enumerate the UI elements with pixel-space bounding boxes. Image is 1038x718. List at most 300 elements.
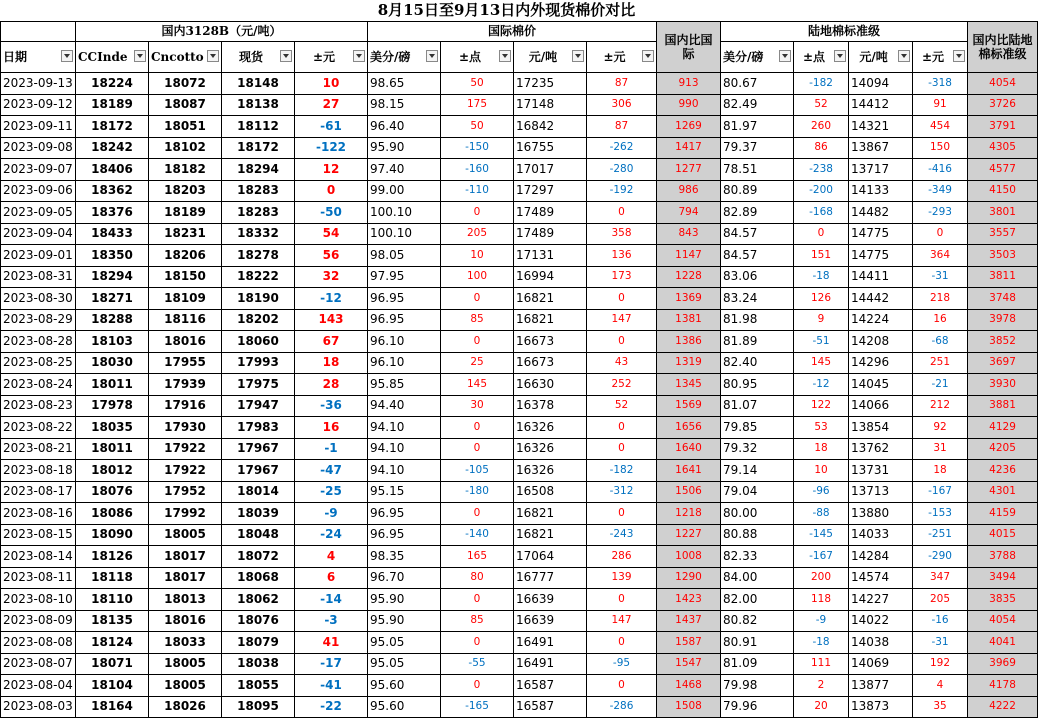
cell-cncotton[interactable]: 18150	[149, 266, 222, 288]
cell-intl-yuan[interactable]: 16639	[514, 610, 587, 632]
cell-land-yuan[interactable]: 13762	[849, 438, 913, 460]
cell-land-yuan[interactable]: 13880	[849, 503, 913, 525]
cell-land-cents[interactable]: 80.00	[721, 503, 794, 525]
cell-cncotton[interactable]: 17955	[149, 352, 222, 374]
cell-intl-yuan[interactable]: 16821	[514, 503, 587, 525]
cell-spot-change[interactable]: -3	[295, 610, 368, 632]
cell-cncotton[interactable]: 18051	[149, 116, 222, 138]
cell-land-cents[interactable]: 82.40	[721, 352, 794, 374]
cell-land-points[interactable]: -96	[794, 481, 849, 503]
cell-intl-cents[interactable]: 95.05	[368, 632, 441, 654]
cell-ccindex[interactable]: 18433	[76, 223, 149, 245]
cell-diff-international[interactable]: 1228	[657, 266, 721, 288]
cell-spot[interactable]: 18172	[222, 137, 295, 159]
cell-diff-international[interactable]: 913	[657, 73, 721, 95]
cell-diff-land[interactable]: 4041	[968, 632, 1038, 654]
cell-land-yuan[interactable]: 14208	[849, 331, 913, 353]
cell-intl-yuan[interactable]: 16821	[514, 309, 587, 331]
cell-intl-yuan[interactable]: 16587	[514, 675, 587, 697]
cell-diff-land[interactable]: 3881	[968, 395, 1038, 417]
cell-ccindex[interactable]: 18362	[76, 180, 149, 202]
cell-intl-yuan-change[interactable]: 87	[587, 116, 657, 138]
cell-diff-international[interactable]: 1508	[657, 696, 721, 718]
cell-diff-international[interactable]: 1218	[657, 503, 721, 525]
cell-intl-yuan[interactable]: 17489	[514, 202, 587, 224]
cell-intl-cents[interactable]: 98.35	[368, 546, 441, 568]
cell-intl-points[interactable]: 10	[441, 245, 514, 267]
cell-intl-cents[interactable]: 95.15	[368, 481, 441, 503]
cell-land-points[interactable]: 126	[794, 288, 849, 310]
cell-diff-international[interactable]: 1587	[657, 632, 721, 654]
cell-land-points[interactable]: -168	[794, 202, 849, 224]
cell-intl-yuan-change[interactable]: 52	[587, 395, 657, 417]
cell-intl-yuan-change[interactable]: 136	[587, 245, 657, 267]
cell-spot-change[interactable]: -1	[295, 438, 368, 460]
cell-land-yuan-change[interactable]: 35	[913, 696, 968, 718]
cell-land-yuan[interactable]: 14296	[849, 352, 913, 374]
cell-intl-points[interactable]: 145	[441, 374, 514, 396]
cell-date[interactable]: 2023-08-30	[1, 288, 76, 310]
cell-intl-yuan[interactable]: 17297	[514, 180, 587, 202]
cell-intl-cents[interactable]: 97.95	[368, 266, 441, 288]
cell-cncotton[interactable]: 17939	[149, 374, 222, 396]
cell-ccindex[interactable]: 18086	[76, 503, 149, 525]
cell-intl-yuan[interactable]: 16673	[514, 352, 587, 374]
cell-land-yuan[interactable]: 14775	[849, 223, 913, 245]
cell-intl-points[interactable]: -160	[441, 159, 514, 181]
cell-land-yuan-change[interactable]: 16	[913, 309, 968, 331]
cell-spot-change[interactable]: -36	[295, 395, 368, 417]
cell-intl-yuan[interactable]: 16821	[514, 524, 587, 546]
cell-spot[interactable]: 18055	[222, 675, 295, 697]
cell-land-cents[interactable]: 84.57	[721, 245, 794, 267]
cell-intl-points[interactable]: 0	[441, 202, 514, 224]
cell-intl-yuan-change[interactable]: 147	[587, 309, 657, 331]
cell-intl-yuan-change[interactable]: 0	[587, 675, 657, 697]
cell-intl-points[interactable]: 0	[441, 331, 514, 353]
cell-spot-change[interactable]: -50	[295, 202, 368, 224]
cell-cncotton[interactable]: 18016	[149, 331, 222, 353]
cell-intl-points[interactable]: -55	[441, 653, 514, 675]
cell-date[interactable]: 2023-08-22	[1, 417, 76, 439]
cell-intl-cents[interactable]: 96.40	[368, 116, 441, 138]
cell-land-yuan-change[interactable]: 192	[913, 653, 968, 675]
cell-ccindex[interactable]: 18030	[76, 352, 149, 374]
cell-intl-cents[interactable]: 94.10	[368, 417, 441, 439]
cell-cncotton[interactable]: 18116	[149, 309, 222, 331]
cell-intl-cents[interactable]: 96.10	[368, 331, 441, 353]
cell-spot[interactable]: 18222	[222, 266, 295, 288]
cell-date[interactable]: 2023-08-08	[1, 632, 76, 654]
cell-land-yuan[interactable]: 13731	[849, 460, 913, 482]
cell-diff-land[interactable]: 4054	[968, 610, 1038, 632]
cell-land-cents[interactable]: 81.97	[721, 116, 794, 138]
cell-diff-international[interactable]: 1290	[657, 567, 721, 589]
cell-land-cents[interactable]: 84.00	[721, 567, 794, 589]
cell-intl-yuan-change[interactable]: 252	[587, 374, 657, 396]
cell-land-yuan[interactable]: 14412	[849, 94, 913, 116]
cell-intl-yuan-change[interactable]: 0	[587, 632, 657, 654]
filter-dropdown-icon[interactable]	[207, 50, 219, 62]
cell-land-points[interactable]: -18	[794, 266, 849, 288]
cell-land-points[interactable]: -51	[794, 331, 849, 353]
cell-diff-international[interactable]: 1277	[657, 159, 721, 181]
cell-intl-cents[interactable]: 96.10	[368, 352, 441, 374]
cell-intl-cents[interactable]: 95.90	[368, 589, 441, 611]
cell-diff-international[interactable]: 1345	[657, 374, 721, 396]
cell-diff-international[interactable]: 1386	[657, 331, 721, 353]
cell-spot[interactable]: 18072	[222, 546, 295, 568]
cell-land-yuan[interactable]: 13873	[849, 696, 913, 718]
cell-date[interactable]: 2023-09-13	[1, 73, 76, 95]
cell-spot-change[interactable]: 27	[295, 94, 368, 116]
cell-diff-land[interactable]: 3835	[968, 589, 1038, 611]
cell-land-yuan[interactable]: 14069	[849, 653, 913, 675]
cell-land-yuan-change[interactable]: -293	[913, 202, 968, 224]
cell-intl-yuan-change[interactable]: -95	[587, 653, 657, 675]
cell-spot[interactable]: 18039	[222, 503, 295, 525]
cell-land-yuan-change[interactable]: 18	[913, 460, 968, 482]
filter-dropdown-icon[interactable]	[953, 50, 965, 62]
cell-intl-points[interactable]: 0	[441, 675, 514, 697]
cell-intl-cents[interactable]: 97.40	[368, 159, 441, 181]
cell-cncotton[interactable]: 18182	[149, 159, 222, 181]
cell-spot[interactable]: 18076	[222, 610, 295, 632]
cell-land-yuan[interactable]: 14133	[849, 180, 913, 202]
cell-intl-yuan[interactable]: 16842	[514, 116, 587, 138]
cell-land-yuan[interactable]: 14033	[849, 524, 913, 546]
cell-intl-yuan[interactable]: 16755	[514, 137, 587, 159]
cell-date[interactable]: 2023-09-12	[1, 94, 76, 116]
cell-diff-land[interactable]: 3748	[968, 288, 1038, 310]
cell-intl-yuan-change[interactable]: 139	[587, 567, 657, 589]
cell-date[interactable]: 2023-08-16	[1, 503, 76, 525]
cell-spot[interactable]: 17975	[222, 374, 295, 396]
cell-land-yuan-change[interactable]: 91	[913, 94, 968, 116]
cell-ccindex[interactable]: 18011	[76, 374, 149, 396]
cell-cncotton[interactable]: 18013	[149, 589, 222, 611]
cell-intl-yuan-change[interactable]: 0	[587, 288, 657, 310]
cell-land-yuan[interactable]: 13854	[849, 417, 913, 439]
cell-intl-points[interactable]: 0	[441, 417, 514, 439]
cell-land-cents[interactable]: 81.98	[721, 309, 794, 331]
cell-land-yuan[interactable]: 14482	[849, 202, 913, 224]
cell-diff-international[interactable]: 1569	[657, 395, 721, 417]
cell-intl-points[interactable]: 30	[441, 395, 514, 417]
cell-cncotton[interactable]: 18016	[149, 610, 222, 632]
cell-intl-yuan[interactable]: 17131	[514, 245, 587, 267]
cell-intl-yuan-change[interactable]: -262	[587, 137, 657, 159]
cell-intl-yuan[interactable]: 16630	[514, 374, 587, 396]
cell-ccindex[interactable]: 18103	[76, 331, 149, 353]
cell-diff-land[interactable]: 3791	[968, 116, 1038, 138]
cell-land-yuan-change[interactable]: -68	[913, 331, 968, 353]
cell-land-yuan-change[interactable]: -153	[913, 503, 968, 525]
cell-diff-land[interactable]: 3726	[968, 94, 1038, 116]
cell-land-points[interactable]: -238	[794, 159, 849, 181]
cell-land-cents[interactable]: 80.67	[721, 73, 794, 95]
cell-land-points[interactable]: -145	[794, 524, 849, 546]
cell-spot-change[interactable]: -61	[295, 116, 368, 138]
cell-intl-points[interactable]: 0	[441, 589, 514, 611]
cell-land-points[interactable]: 145	[794, 352, 849, 374]
cell-intl-points[interactable]: 85	[441, 309, 514, 331]
cell-land-yuan-change[interactable]: 251	[913, 352, 968, 374]
cell-diff-international[interactable]: 1269	[657, 116, 721, 138]
cell-land-yuan[interactable]: 14224	[849, 309, 913, 331]
cell-date[interactable]: 2023-08-18	[1, 460, 76, 482]
cell-intl-yuan-change[interactable]: 0	[587, 417, 657, 439]
cell-ccindex[interactable]: 18118	[76, 567, 149, 589]
filter-dropdown-icon[interactable]	[426, 50, 438, 62]
cell-intl-cents[interactable]: 95.90	[368, 137, 441, 159]
cell-land-points[interactable]: 122	[794, 395, 849, 417]
cell-diff-land[interactable]: 4054	[968, 73, 1038, 95]
cell-land-points[interactable]: 200	[794, 567, 849, 589]
cell-diff-land[interactable]: 4150	[968, 180, 1038, 202]
cell-land-cents[interactable]: 80.88	[721, 524, 794, 546]
cell-cncotton[interactable]: 17952	[149, 481, 222, 503]
cell-cncotton[interactable]: 18231	[149, 223, 222, 245]
cell-intl-yuan[interactable]: 16777	[514, 567, 587, 589]
cell-land-points[interactable]: 118	[794, 589, 849, 611]
cell-diff-international[interactable]: 986	[657, 180, 721, 202]
cell-ccindex[interactable]: 18104	[76, 675, 149, 697]
cell-spot-change[interactable]: -9	[295, 503, 368, 525]
cell-land-points[interactable]: -167	[794, 546, 849, 568]
cell-intl-yuan-change[interactable]: 0	[587, 202, 657, 224]
cell-land-points[interactable]: 111	[794, 653, 849, 675]
cell-spot-change[interactable]: 67	[295, 331, 368, 353]
cell-land-yuan[interactable]: 14227	[849, 589, 913, 611]
cell-land-cents[interactable]: 80.95	[721, 374, 794, 396]
cell-land-yuan-change[interactable]: 0	[913, 223, 968, 245]
cell-spot[interactable]: 18068	[222, 567, 295, 589]
filter-dropdown-icon[interactable]	[572, 50, 584, 62]
cell-intl-points[interactable]: 80	[441, 567, 514, 589]
cell-diff-international[interactable]: 990	[657, 94, 721, 116]
cell-land-cents[interactable]: 79.14	[721, 460, 794, 482]
cell-cncotton[interactable]: 18026	[149, 696, 222, 718]
cell-date[interactable]: 2023-08-04	[1, 675, 76, 697]
cell-date[interactable]: 2023-08-23	[1, 395, 76, 417]
cell-cncotton[interactable]: 18072	[149, 73, 222, 95]
cell-intl-cents[interactable]: 99.00	[368, 180, 441, 202]
cell-intl-cents[interactable]: 95.90	[368, 610, 441, 632]
cell-land-cents[interactable]: 79.98	[721, 675, 794, 697]
cell-spot-change[interactable]: 28	[295, 374, 368, 396]
cell-intl-yuan[interactable]: 16326	[514, 417, 587, 439]
cell-diff-land[interactable]: 3930	[968, 374, 1038, 396]
cell-land-cents[interactable]: 82.00	[721, 589, 794, 611]
cell-land-cents[interactable]: 81.09	[721, 653, 794, 675]
cell-land-points[interactable]: 86	[794, 137, 849, 159]
cell-spot-change[interactable]: 54	[295, 223, 368, 245]
cell-intl-cents[interactable]: 95.60	[368, 675, 441, 697]
cell-diff-international[interactable]: 1640	[657, 438, 721, 460]
cell-land-cents[interactable]: 83.24	[721, 288, 794, 310]
cell-spot-change[interactable]: 4	[295, 546, 368, 568]
cell-intl-points[interactable]: 0	[441, 288, 514, 310]
cell-cncotton[interactable]: 17916	[149, 395, 222, 417]
cell-intl-cents[interactable]: 96.95	[368, 503, 441, 525]
cell-intl-points[interactable]: 175	[441, 94, 514, 116]
cell-intl-yuan-change[interactable]: 358	[587, 223, 657, 245]
cell-land-points[interactable]: -9	[794, 610, 849, 632]
cell-intl-yuan-change[interactable]: -182	[587, 460, 657, 482]
cell-spot-change[interactable]: -122	[295, 137, 368, 159]
cell-date[interactable]: 2023-08-24	[1, 374, 76, 396]
cell-cncotton[interactable]: 18005	[149, 524, 222, 546]
cell-land-cents[interactable]: 79.32	[721, 438, 794, 460]
cell-land-yuan-change[interactable]: 150	[913, 137, 968, 159]
cell-cncotton[interactable]: 18203	[149, 180, 222, 202]
cell-intl-yuan[interactable]: 17489	[514, 223, 587, 245]
cell-intl-cents[interactable]: 96.95	[368, 309, 441, 331]
cell-intl-cents[interactable]: 96.95	[368, 288, 441, 310]
cell-intl-cents[interactable]: 98.65	[368, 73, 441, 95]
cell-intl-yuan[interactable]: 17148	[514, 94, 587, 116]
cell-land-yuan-change[interactable]: 92	[913, 417, 968, 439]
cell-intl-points[interactable]: 85	[441, 610, 514, 632]
cell-land-cents[interactable]: 82.49	[721, 94, 794, 116]
cell-spot[interactable]: 17967	[222, 460, 295, 482]
cell-intl-yuan-change[interactable]: 0	[587, 331, 657, 353]
cell-intl-yuan[interactable]: 16508	[514, 481, 587, 503]
cell-spot[interactable]: 18148	[222, 73, 295, 95]
filter-dropdown-icon[interactable]	[642, 50, 654, 62]
cell-diff-land[interactable]: 3503	[968, 245, 1038, 267]
cell-land-yuan-change[interactable]: -290	[913, 546, 968, 568]
cell-spot-change[interactable]: 0	[295, 180, 368, 202]
cell-spot-change[interactable]: -17	[295, 653, 368, 675]
cell-date[interactable]: 2023-08-31	[1, 266, 76, 288]
cell-intl-yuan-change[interactable]: -312	[587, 481, 657, 503]
cell-spot-change[interactable]: -12	[295, 288, 368, 310]
cell-intl-cents[interactable]: 98.15	[368, 94, 441, 116]
cell-spot[interactable]: 18038	[222, 653, 295, 675]
cell-intl-yuan-change[interactable]: 147	[587, 610, 657, 632]
cell-ccindex[interactable]: 18071	[76, 653, 149, 675]
cell-date[interactable]: 2023-08-28	[1, 331, 76, 353]
cell-ccindex[interactable]: 18126	[76, 546, 149, 568]
cell-land-yuan[interactable]: 14022	[849, 610, 913, 632]
cell-land-yuan[interactable]: 14038	[849, 632, 913, 654]
cell-diff-land[interactable]: 3811	[968, 266, 1038, 288]
cell-date[interactable]: 2023-08-07	[1, 653, 76, 675]
cell-land-points[interactable]: -200	[794, 180, 849, 202]
cell-diff-international[interactable]: 1227	[657, 524, 721, 546]
cell-cncotton[interactable]: 18005	[149, 675, 222, 697]
cell-land-cents[interactable]: 81.89	[721, 331, 794, 353]
cell-date[interactable]: 2023-08-17	[1, 481, 76, 503]
cell-intl-yuan[interactable]: 16378	[514, 395, 587, 417]
cell-spot-change[interactable]: -25	[295, 481, 368, 503]
cell-date[interactable]: 2023-08-11	[1, 567, 76, 589]
cell-date[interactable]: 2023-09-06	[1, 180, 76, 202]
cell-ccindex[interactable]: 18110	[76, 589, 149, 611]
cell-spot-change[interactable]: 16	[295, 417, 368, 439]
cell-land-yuan[interactable]: 14775	[849, 245, 913, 267]
filter-dropdown-icon[interactable]	[353, 50, 365, 62]
cell-land-points[interactable]: 53	[794, 417, 849, 439]
cell-intl-yuan[interactable]: 17235	[514, 73, 587, 95]
cell-spot[interactable]: 18060	[222, 331, 295, 353]
cell-intl-points[interactable]: -180	[441, 481, 514, 503]
cell-diff-land[interactable]: 4301	[968, 481, 1038, 503]
cell-land-yuan-change[interactable]: -167	[913, 481, 968, 503]
cell-land-yuan[interactable]: 14574	[849, 567, 913, 589]
cell-intl-yuan[interactable]: 16491	[514, 632, 587, 654]
cell-date[interactable]: 2023-09-01	[1, 245, 76, 267]
cell-land-yuan-change[interactable]: -21	[913, 374, 968, 396]
cell-spot[interactable]: 17993	[222, 352, 295, 374]
cell-ccindex[interactable]: 18224	[76, 73, 149, 95]
cell-land-yuan-change[interactable]: -251	[913, 524, 968, 546]
cell-land-cents[interactable]: 82.33	[721, 546, 794, 568]
cell-land-points[interactable]: 260	[794, 116, 849, 138]
cell-land-points[interactable]: 0	[794, 223, 849, 245]
cell-ccindex[interactable]: 18189	[76, 94, 149, 116]
cell-intl-points[interactable]: 0	[441, 632, 514, 654]
cell-spot-change[interactable]: 143	[295, 309, 368, 331]
cell-ccindex[interactable]: 18124	[76, 632, 149, 654]
cell-intl-yuan[interactable]: 16673	[514, 331, 587, 353]
cell-spot[interactable]: 18095	[222, 696, 295, 718]
cell-diff-land[interactable]: 3788	[968, 546, 1038, 568]
cell-spot[interactable]: 18079	[222, 632, 295, 654]
cell-diff-land[interactable]: 4205	[968, 438, 1038, 460]
cell-ccindex[interactable]: 18294	[76, 266, 149, 288]
cell-date[interactable]: 2023-09-04	[1, 223, 76, 245]
cell-diff-land[interactable]: 3557	[968, 223, 1038, 245]
cell-date[interactable]: 2023-09-05	[1, 202, 76, 224]
cell-intl-points[interactable]: -105	[441, 460, 514, 482]
cell-intl-yuan[interactable]: 16994	[514, 266, 587, 288]
cell-land-cents[interactable]: 84.57	[721, 223, 794, 245]
cell-cncotton[interactable]: 18005	[149, 653, 222, 675]
cell-intl-points[interactable]: 205	[441, 223, 514, 245]
cell-intl-yuan[interactable]: 16587	[514, 696, 587, 718]
cell-land-points[interactable]: 9	[794, 309, 849, 331]
cell-land-yuan-change[interactable]: -318	[913, 73, 968, 95]
cell-land-cents[interactable]: 83.06	[721, 266, 794, 288]
cell-diff-land[interactable]: 4159	[968, 503, 1038, 525]
cell-land-points[interactable]: 2	[794, 675, 849, 697]
cell-land-yuan-change[interactable]: -349	[913, 180, 968, 202]
cell-land-yuan[interactable]: 14066	[849, 395, 913, 417]
cell-intl-points[interactable]: 165	[441, 546, 514, 568]
cell-diff-land[interactable]: 4178	[968, 675, 1038, 697]
cell-cncotton[interactable]: 17930	[149, 417, 222, 439]
cell-intl-points[interactable]: 0	[441, 438, 514, 460]
cell-spot-change[interactable]: -14	[295, 589, 368, 611]
cell-intl-yuan-change[interactable]: 87	[587, 73, 657, 95]
cell-diff-land[interactable]: 3697	[968, 352, 1038, 374]
cell-land-cents[interactable]: 79.04	[721, 481, 794, 503]
cell-cncotton[interactable]: 17922	[149, 460, 222, 482]
cell-ccindex[interactable]: 18012	[76, 460, 149, 482]
cell-land-points[interactable]: 18	[794, 438, 849, 460]
cell-land-yuan-change[interactable]: 205	[913, 589, 968, 611]
cell-date[interactable]: 2023-09-07	[1, 159, 76, 181]
cell-intl-yuan[interactable]: 16326	[514, 460, 587, 482]
cell-land-cents[interactable]: 80.82	[721, 610, 794, 632]
cell-spot-change[interactable]: 41	[295, 632, 368, 654]
cell-intl-points[interactable]: -140	[441, 524, 514, 546]
cell-diff-land[interactable]: 4305	[968, 137, 1038, 159]
cell-ccindex[interactable]: 17978	[76, 395, 149, 417]
